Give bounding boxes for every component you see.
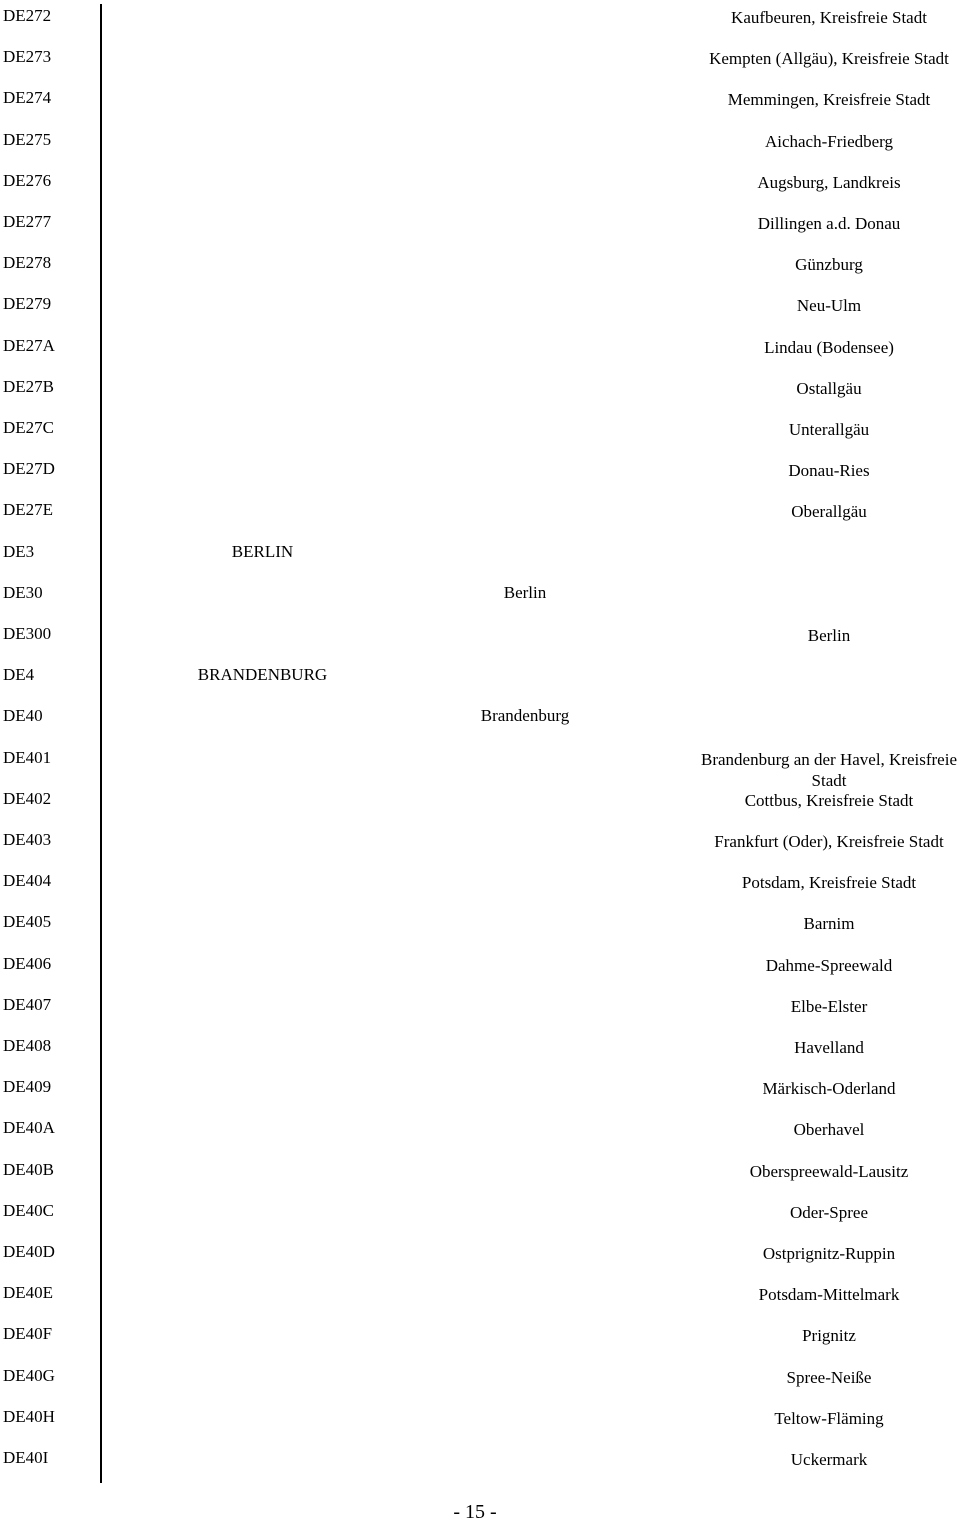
table-row [0, 4, 960, 45]
level3-region-name: Berlin [807, 626, 851, 645]
level3-region-name: Neu-Ulm [796, 296, 862, 316]
table-row [0, 704, 960, 745]
level3-region-name: Potsdam, Kreisfreie Stadt [741, 873, 917, 893]
table-row [0, 581, 960, 622]
nuts-code: DE401 [3, 747, 52, 767]
table-row [0, 251, 960, 292]
nuts-code: DE277 [3, 212, 52, 231]
nuts-code: DE278 [3, 253, 52, 273]
level3-region-name: Memmingen, Kreisfreie Stadt [727, 90, 931, 110]
level3-region-name: Cottbus, Kreisfreie Stadt [744, 790, 914, 810]
nuts-code: DE275 [3, 129, 52, 149]
level3-region-name: Oberallgäu [791, 502, 867, 522]
nuts-code: DE276 [3, 170, 52, 190]
nuts-code: DE40C [3, 1200, 54, 1220]
nuts-code: DE272 [3, 6, 52, 25]
table-row [0, 1405, 960, 1446]
level3-region-name: Havelland [794, 1038, 864, 1057]
table-row [0, 787, 960, 828]
nuts-code: DE30 [3, 582, 43, 602]
level1-region-name: BERLIN [231, 541, 294, 561]
nuts-code: DE408 [3, 1036, 52, 1055]
level3-region-name: Dillingen a.d. Donau [757, 214, 901, 233]
level1-region-name: BRANDENBURG [197, 665, 328, 685]
level3-region-name: Kaufbeuren, Kreisfreie Stadt [731, 8, 927, 27]
level3-region-name: Spree-Neiße [786, 1367, 872, 1387]
level3-region-name: Barnim [803, 914, 855, 934]
level3-region-name: Oder-Spree [789, 1202, 868, 1222]
nuts-code: DE404 [3, 871, 52, 891]
level3-region-name: Potsdam-Mittelmark [758, 1285, 900, 1305]
nuts-code: DE27B [3, 376, 54, 396]
nuts-code: DE27D [3, 459, 55, 479]
level3-region-name: Lindau (Bodensee) [764, 337, 894, 357]
table-row [0, 622, 960, 663]
nuts-code: DE40G [3, 1365, 55, 1385]
level3-region-name: Augsburg, Landkreis [757, 172, 901, 192]
table-row [0, 910, 960, 951]
page-number: - 15 - [453, 1501, 497, 1523]
table-row [0, 1446, 960, 1487]
table-row [0, 1075, 960, 1116]
table-row [0, 1240, 960, 1281]
nuts-code: DE40H [3, 1406, 55, 1426]
table-row [0, 663, 960, 704]
nuts-code: DE300 [3, 624, 52, 643]
nuts-code: DE279 [3, 294, 52, 314]
nuts-code: DE40A [3, 1118, 55, 1138]
table-row [0, 1364, 960, 1405]
table-row [0, 128, 960, 169]
nuts-code: DE273 [3, 47, 52, 67]
table-row [0, 210, 960, 251]
nuts-code: DE405 [3, 912, 52, 932]
nuts-code: DE40D [3, 1242, 55, 1261]
nuts-code: DE4 [3, 665, 35, 685]
level2-region-name: Brandenburg [480, 706, 570, 726]
table-row [0, 1199, 960, 1240]
table-row [0, 746, 960, 790]
table-row [0, 292, 960, 333]
nuts-code: DE274 [3, 88, 52, 108]
table-row [0, 1034, 960, 1075]
level3-region-name: Brandenburg an der Havel, Kreisfreie Stadt [701, 749, 957, 790]
level2-region-name: Berlin [503, 582, 547, 602]
nuts-code: DE409 [3, 1077, 52, 1097]
table-row [0, 1116, 960, 1157]
level3-region-name: Oberhavel [793, 1120, 865, 1140]
level3-region-name: Prignitz [802, 1326, 856, 1346]
nuts-code: DE40 [3, 706, 43, 726]
nuts-code: DE40B [3, 1159, 54, 1179]
table-row [0, 169, 960, 210]
nuts-code: DE407 [3, 994, 52, 1014]
nuts-code: DE406 [3, 953, 52, 973]
nuts-code: DE40F [3, 1324, 53, 1344]
level3-region-name: Märkisch-Oderland [762, 1079, 896, 1099]
nuts-code: DE402 [3, 788, 52, 808]
level3-region-name: Ostallgäu [796, 378, 862, 398]
table-row [0, 416, 960, 457]
level3-region-name: Oberspreewald-Lausitz [749, 1161, 909, 1181]
level3-region-name: Uckermark [790, 1450, 868, 1469]
table-row [0, 1281, 960, 1322]
table-row [0, 45, 960, 86]
level3-region-name: Teltow-Fläming [774, 1408, 884, 1428]
nuts-code: DE27C [3, 418, 54, 437]
table-row [0, 1322, 960, 1363]
table-row [0, 952, 960, 993]
table-row [0, 1158, 960, 1199]
nuts-code: DE40E [3, 1283, 54, 1303]
nuts-code: DE27A [3, 335, 55, 355]
level3-region-name: Günzburg [795, 255, 863, 275]
level3-region-name: Frankfurt (Oder), Kreisfreie Stadt [714, 832, 944, 851]
table-row [0, 375, 960, 416]
table-row [0, 334, 960, 375]
table-row [0, 540, 960, 581]
level3-region-name: Dahme-Spreewald [765, 955, 893, 975]
table-row [0, 869, 960, 910]
table-row [0, 498, 960, 539]
nuts-code: DE40I [3, 1448, 49, 1467]
level3-region-name: Aichach-Friedberg [764, 131, 894, 151]
table-row [0, 828, 960, 869]
table-row [0, 457, 960, 498]
level3-region-name: Kempten (Allgäu), Kreisfreie Stadt [709, 49, 949, 69]
table-row [0, 993, 960, 1034]
nuts-code: DE3 [3, 541, 35, 561]
nuts-code: DE403 [3, 830, 52, 849]
level3-region-name: Unterallgäu [788, 420, 870, 439]
level3-region-name: Elbe-Elster [790, 996, 868, 1016]
nuts-code: DE27E [3, 500, 54, 520]
level3-region-name: Ostprignitz-Ruppin [762, 1244, 896, 1263]
level3-region-name: Donau-Ries [788, 461, 870, 481]
table-row [0, 86, 960, 127]
